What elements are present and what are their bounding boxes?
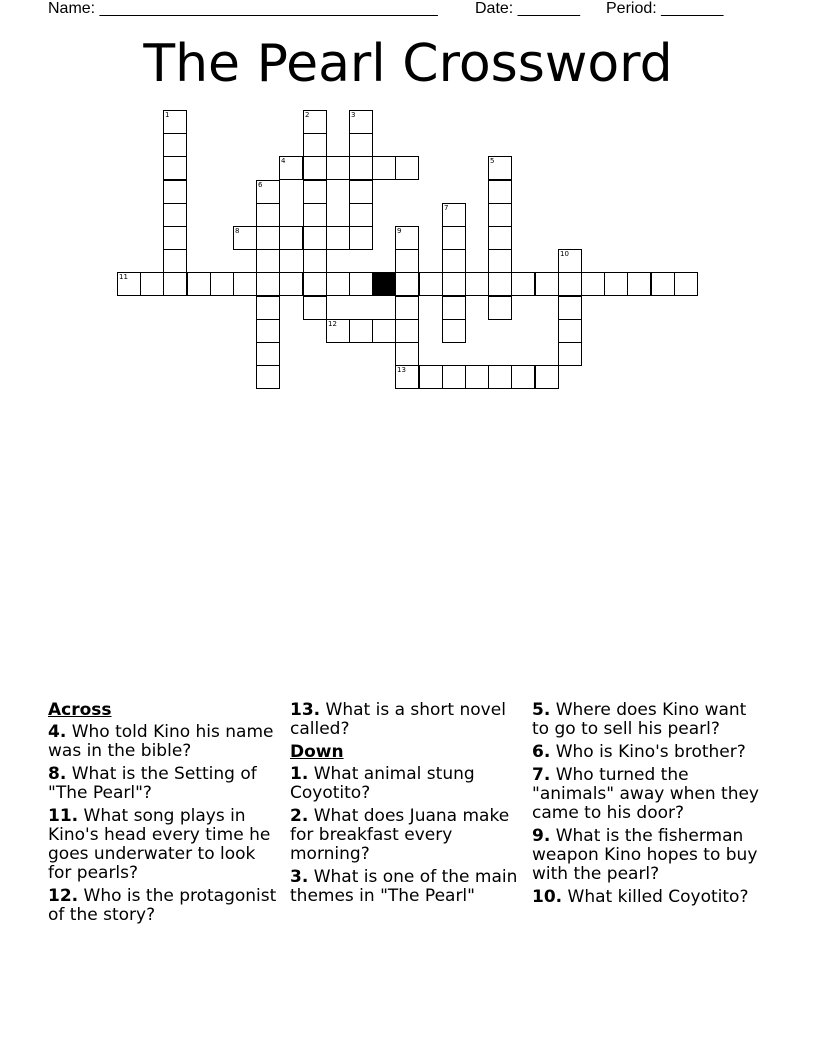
grid-cell[interactable] — [349, 133, 373, 157]
period-field[interactable]: Period: _______ — [606, 0, 724, 17]
grid-cell[interactable] — [163, 203, 187, 227]
clue-across-11: 11. What song plays in Kino's head every time he goes underwater to look for pearls? — [48, 806, 271, 883]
grid-cell[interactable] — [187, 272, 211, 296]
grid-cell[interactable] — [256, 272, 280, 296]
grid-cell[interactable] — [442, 319, 466, 343]
grid-cell[interactable] — [163, 249, 187, 273]
grid-cell[interactable] — [256, 203, 280, 227]
grid-cell[interactable] — [349, 203, 373, 227]
grid-cell[interactable] — [442, 272, 466, 296]
grid-cell[interactable] — [303, 203, 327, 227]
cell-number: 8 — [235, 227, 240, 235]
clues-column-1 — [48, 701, 278, 929]
grid-cell[interactable] — [604, 272, 628, 296]
grid-cell[interactable] — [488, 272, 512, 296]
clue-down-5: 5. Where does Kino want to go to sell his pearl? — [532, 700, 747, 739]
grid-cell[interactable] — [511, 272, 535, 296]
cell-number: 13 — [397, 366, 406, 374]
clues-column-2 — [290, 701, 520, 910]
grid-cell[interactable] — [674, 272, 698, 296]
grid-cell[interactable] — [488, 296, 512, 320]
grid-cell[interactable] — [558, 342, 582, 366]
cell-number: 10 — [560, 250, 569, 258]
grid-cell[interactable] — [279, 226, 303, 250]
clue-down-6: 6. Who is Kino's brother? — [532, 742, 746, 762]
grid-cell[interactable] — [442, 226, 466, 250]
grid-cell[interactable] — [256, 180, 280, 204]
grid-cell[interactable] — [488, 365, 512, 389]
grid-cell[interactable] — [442, 365, 466, 389]
grid-block — [372, 272, 396, 296]
grid-cell[interactable] — [419, 272, 443, 296]
across-heading: Across — [48, 700, 112, 720]
grid-cell[interactable] — [395, 296, 419, 320]
clue-across-13: 13. What is a short novel called? — [290, 700, 506, 739]
grid-cell[interactable] — [117, 272, 141, 296]
clues-column-3 — [532, 701, 762, 911]
grid-cell[interactable] — [163, 156, 187, 180]
grid-cell[interactable] — [326, 272, 350, 296]
grid-cell[interactable] — [349, 226, 373, 250]
grid-cell[interactable] — [303, 272, 327, 296]
grid-cell[interactable] — [349, 319, 373, 343]
grid-cell[interactable] — [163, 226, 187, 250]
grid-cell[interactable] — [488, 249, 512, 273]
grid-cell[interactable] — [303, 133, 327, 157]
grid-cell[interactable] — [233, 226, 257, 250]
down-heading: Down — [290, 742, 344, 762]
grid-cell[interactable] — [372, 156, 396, 180]
grid-cell[interactable] — [326, 156, 350, 180]
grid-cell[interactable] — [488, 203, 512, 227]
grid-cell[interactable] — [303, 296, 327, 320]
clue-across-4: 4. Who told Kino his name was in the bible? — [48, 722, 274, 761]
grid-cell[interactable] — [419, 365, 443, 389]
grid-cell[interactable] — [558, 272, 582, 296]
clue-down-3: 3. What is one of the main themes in "The Pearl" — [290, 867, 518, 906]
grid-cell[interactable] — [303, 156, 327, 180]
cell-number: 7 — [444, 204, 449, 212]
cell-number: 3 — [351, 111, 356, 119]
grid-cell[interactable] — [233, 272, 257, 296]
page-title: The Pearl Crossword — [143, 34, 673, 94]
grid-cell[interactable] — [395, 342, 419, 366]
grid-cell[interactable] — [442, 296, 466, 320]
name-field[interactable]: Name: ______________________________________ — [48, 0, 438, 17]
clue-down-9: 9. What is the fisherman weapon Kino hopes to buy with the pearl? — [532, 826, 758, 884]
clue-down-7: 7. Who turned the "animals" away when they came to his door? — [532, 765, 759, 823]
grid-cell[interactable] — [163, 272, 187, 296]
grid-cell[interactable] — [349, 272, 373, 296]
grid-cell[interactable] — [372, 319, 396, 343]
cell-number: 4 — [281, 157, 286, 165]
grid-cell[interactable] — [511, 365, 535, 389]
grid-cell[interactable] — [349, 156, 373, 180]
grid-cell[interactable] — [279, 156, 303, 180]
grid-cell[interactable] — [303, 226, 327, 250]
grid-cell[interactable] — [210, 272, 234, 296]
grid-cell[interactable] — [395, 272, 419, 296]
cell-number: 1 — [165, 111, 170, 119]
clue-down-1: 1. What animal stung Coyotito? — [290, 764, 475, 803]
clue-across-12: 12. Who is the protagonist of the story? — [48, 886, 277, 925]
grid-cell[interactable] — [581, 272, 605, 296]
grid-cell[interactable] — [163, 133, 187, 157]
grid-cell[interactable] — [256, 296, 280, 320]
cell-number: 2 — [305, 111, 310, 119]
grid-cell[interactable] — [465, 365, 489, 389]
grid-cell[interactable] — [256, 319, 280, 343]
grid-cell[interactable] — [349, 180, 373, 204]
grid-cell[interactable] — [535, 272, 559, 296]
grid-cell[interactable] — [488, 156, 512, 180]
grid-cell[interactable] — [303, 180, 327, 204]
grid-cell[interactable] — [395, 365, 419, 389]
grid-cell[interactable] — [465, 272, 489, 296]
grid-cell[interactable] — [488, 226, 512, 250]
grid-cell[interactable] — [558, 319, 582, 343]
grid-cell[interactable] — [326, 226, 350, 250]
grid-cell[interactable] — [558, 249, 582, 273]
cell-number: 6 — [258, 181, 263, 189]
grid-cell[interactable] — [303, 110, 327, 134]
grid-cell[interactable] — [279, 272, 303, 296]
grid-cell[interactable] — [488, 180, 512, 204]
grid-cell[interactable] — [349, 110, 373, 134]
grid-cell[interactable] — [651, 272, 675, 296]
grid-cell[interactable] — [303, 249, 327, 273]
grid-cell[interactable] — [395, 156, 419, 180]
grid-cell[interactable] — [558, 296, 582, 320]
cell-number: 11 — [119, 273, 128, 281]
grid-cell[interactable] — [442, 249, 466, 273]
grid-cell[interactable] — [256, 342, 280, 366]
date-field[interactable]: Date: _______ — [475, 0, 580, 17]
header — [48, 0, 768, 20]
cell-number: 9 — [397, 227, 402, 235]
grid-cell[interactable] — [256, 226, 280, 250]
grid-cell[interactable] — [395, 249, 419, 273]
grid-cell[interactable] — [256, 249, 280, 273]
grid-cell[interactable] — [326, 319, 350, 343]
grid-cell[interactable] — [163, 180, 187, 204]
clue-down-10: 10. What killed Coyotito? — [532, 887, 749, 907]
clue-down-2: 2. What does Juana make for breakfast every morning? — [290, 806, 510, 864]
grid-cell[interactable] — [140, 272, 164, 296]
cell-number: 12 — [328, 320, 337, 328]
grid-cell[interactable] — [395, 319, 419, 343]
grid-cell[interactable] — [256, 365, 280, 389]
grid-cell[interactable] — [442, 203, 466, 227]
grid-cell[interactable] — [395, 226, 419, 250]
grid-cell[interactable] — [627, 272, 651, 296]
clue-across-8: 8. What is the Setting of "The Pearl"? — [48, 764, 257, 803]
cell-number: 5 — [490, 157, 495, 165]
grid-cell[interactable] — [535, 365, 559, 389]
grid-cell[interactable] — [163, 110, 187, 134]
